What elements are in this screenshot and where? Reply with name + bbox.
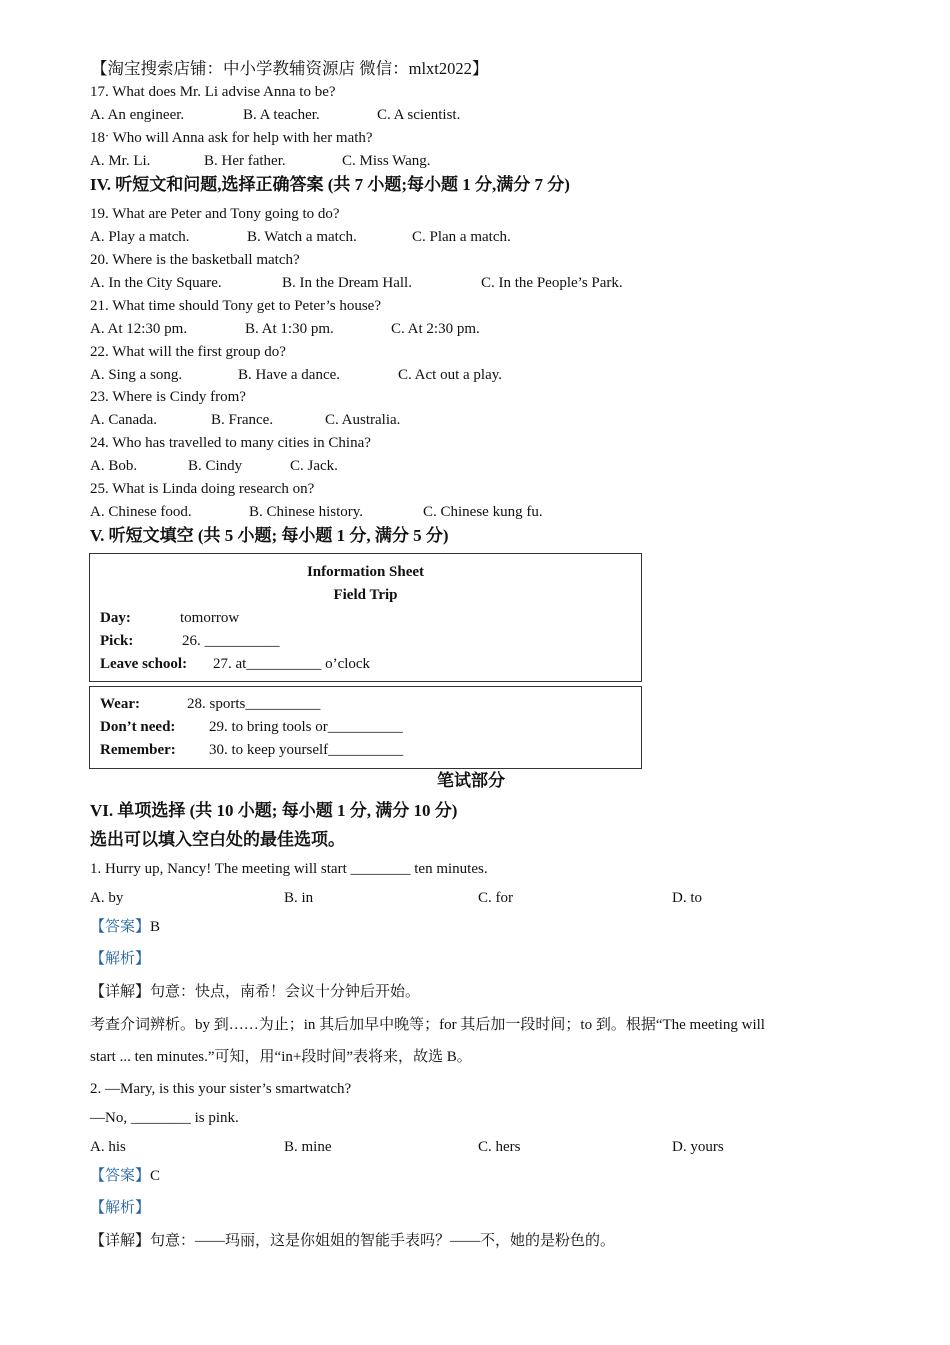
- value-day: tomorrow: [180, 610, 240, 626]
- option-18c: C. Miss Wang.: [342, 153, 431, 169]
- question-24: 24. Who has travelled to many cities in China?: [90, 435, 371, 451]
- detail-2: 【详解】句意：——玛丽，这是你姐姐的智能手表吗？——不，她的是粉色的。: [90, 1233, 616, 1249]
- option-17c: C. A scientist.: [377, 107, 461, 123]
- option-25c: C. Chinese kung fu.: [423, 504, 543, 520]
- option-22b: B. Have a dance.: [238, 367, 341, 383]
- option-17a: A. An engineer.: [90, 107, 185, 123]
- question-2-line1: 2. —Mary, is this your sister’s smartwatch?: [90, 1081, 352, 1097]
- option-23c: C. Australia.: [325, 412, 401, 428]
- info-sheet-box-2: [89, 686, 642, 769]
- option-20b: B. In the Dream Hall.: [282, 275, 412, 291]
- question-20: 20. Where is the basketball match?: [90, 252, 300, 268]
- option-19b: B. Watch a match.: [247, 229, 357, 245]
- option-23b: B. France.: [211, 412, 274, 428]
- info-sheet-subtitle: Field Trip: [333, 587, 398, 603]
- answer-tag: 【答案】: [90, 919, 151, 935]
- explain-1-line2: start ... ten minutes.”可知，用“in+段时间”表将来，故选 B。: [90, 1049, 472, 1065]
- option-1d: D. to: [672, 890, 702, 906]
- label-leave-school: Leave school:: [100, 656, 188, 672]
- info-sheet-box-1: [89, 553, 642, 682]
- option-2b: B. mine: [284, 1139, 332, 1155]
- section-6-title: VI. 单项选择 (共 10 小题; 每小题 1 分, 满分 10 分): [90, 801, 458, 820]
- analysis-tag-1: 【解析】: [90, 951, 151, 967]
- label-pick: Pick:: [100, 633, 134, 649]
- label-wear: Wear:: [100, 696, 140, 712]
- question-18: 18ˑ Who will Anna ask for help with her math?: [90, 130, 373, 146]
- option-24b: B. Cindy: [188, 458, 243, 474]
- question-17: 17. What does Mr. Li advise Anna to be?: [90, 84, 336, 100]
- answer-1: [90, 917, 160, 937]
- answer-tag: 【答案】: [90, 1168, 151, 1184]
- option-25b: B. Chinese history.: [249, 504, 364, 520]
- blank-26: 26. __________: [182, 633, 280, 649]
- option-23a: A. Canada.: [90, 412, 158, 428]
- option-25a: A. Chinese food.: [90, 504, 192, 520]
- label-remember: Remember:: [100, 742, 176, 758]
- analysis-tag-2: 【解析】: [90, 1200, 151, 1216]
- question-1: 1. Hurry up, Nancy! The meeting will start ________ ten minutes.: [90, 861, 488, 877]
- option-17b: B. A teacher.: [243, 107, 320, 123]
- option-22c: C. Act out a play.: [398, 367, 503, 383]
- option-19a: A. Play a match.: [90, 229, 190, 245]
- question-19: 19. What are Peter and Tony going to do?: [90, 206, 340, 222]
- question-2-line2: —No, ________ is pink.: [90, 1110, 239, 1126]
- option-2d: D. yours: [672, 1139, 724, 1155]
- option-1a: A. by: [90, 890, 124, 906]
- blank-30: 30. to keep yourself__________: [209, 742, 404, 758]
- section-4-title: IV. 听短文和问题,选择正确答案 (共 7 小题;每小题 1 分,满分 7 分): [90, 175, 570, 194]
- option-20c: C. In the People’s Park.: [481, 275, 623, 291]
- blank-28: 28. sports__________: [187, 696, 321, 712]
- option-2a: A. his: [90, 1139, 126, 1155]
- section-5-title: V. 听短文填空 (共 5 小题; 每小题 1 分, 满分 5 分): [90, 526, 449, 545]
- option-1c: C. for: [478, 890, 513, 906]
- option-18b: B. Her father.: [204, 153, 286, 169]
- option-19c: C. Plan a match.: [412, 229, 511, 245]
- option-24c: C. Jack.: [290, 458, 338, 474]
- explain-1-line1: 考查介词辨析。by 到……为止；in 其后加早中晚等；for 其后加一段时间；to 到。根据“The meeting will: [90, 1017, 765, 1033]
- label-dont-need: Don’t need:: [100, 719, 176, 735]
- option-21a: A. At 12:30 pm.: [90, 321, 188, 337]
- info-sheet-title: Information Sheet: [306, 564, 425, 580]
- label-day: Day:: [100, 610, 131, 626]
- answer-2: [90, 1166, 160, 1186]
- option-21c: C. At 2:30 pm.: [391, 321, 480, 337]
- option-24a: A. Bob.: [90, 458, 138, 474]
- answer-value: C: [150, 1168, 161, 1184]
- option-18a: A. Mr. Li.: [90, 153, 151, 169]
- header-banner: 【淘宝搜索店铺：中小学教辅资源店 微信：mlxt2022】: [91, 59, 489, 78]
- option-1b: B. in: [284, 890, 314, 906]
- option-22a: A. Sing a song.: [90, 367, 183, 383]
- option-2c: C. hers: [478, 1139, 521, 1155]
- detail-1: 【详解】句意：快点，南希！会议十分钟后开始。: [90, 984, 421, 1000]
- question-21: 21. What time should Tony get to Peter’s house?: [90, 298, 381, 314]
- question-22: 22. What will the first group do?: [90, 344, 286, 360]
- written-part-title: 笔试部分: [437, 771, 505, 790]
- question-25: 25. What is Linda doing research on?: [90, 481, 315, 497]
- blank-27: 27. at__________ o’clock: [213, 656, 371, 672]
- section-6-instruction: 选出可以填入空白处的最佳选项。: [90, 830, 345, 849]
- question-23: 23. Where is Cindy from?: [90, 389, 246, 405]
- blank-29: 29. to bring tools or__________: [209, 719, 403, 735]
- option-21b: B. At 1:30 pm.: [245, 321, 334, 337]
- answer-value: B: [150, 919, 161, 935]
- option-20a: A. In the City Square.: [90, 275, 222, 291]
